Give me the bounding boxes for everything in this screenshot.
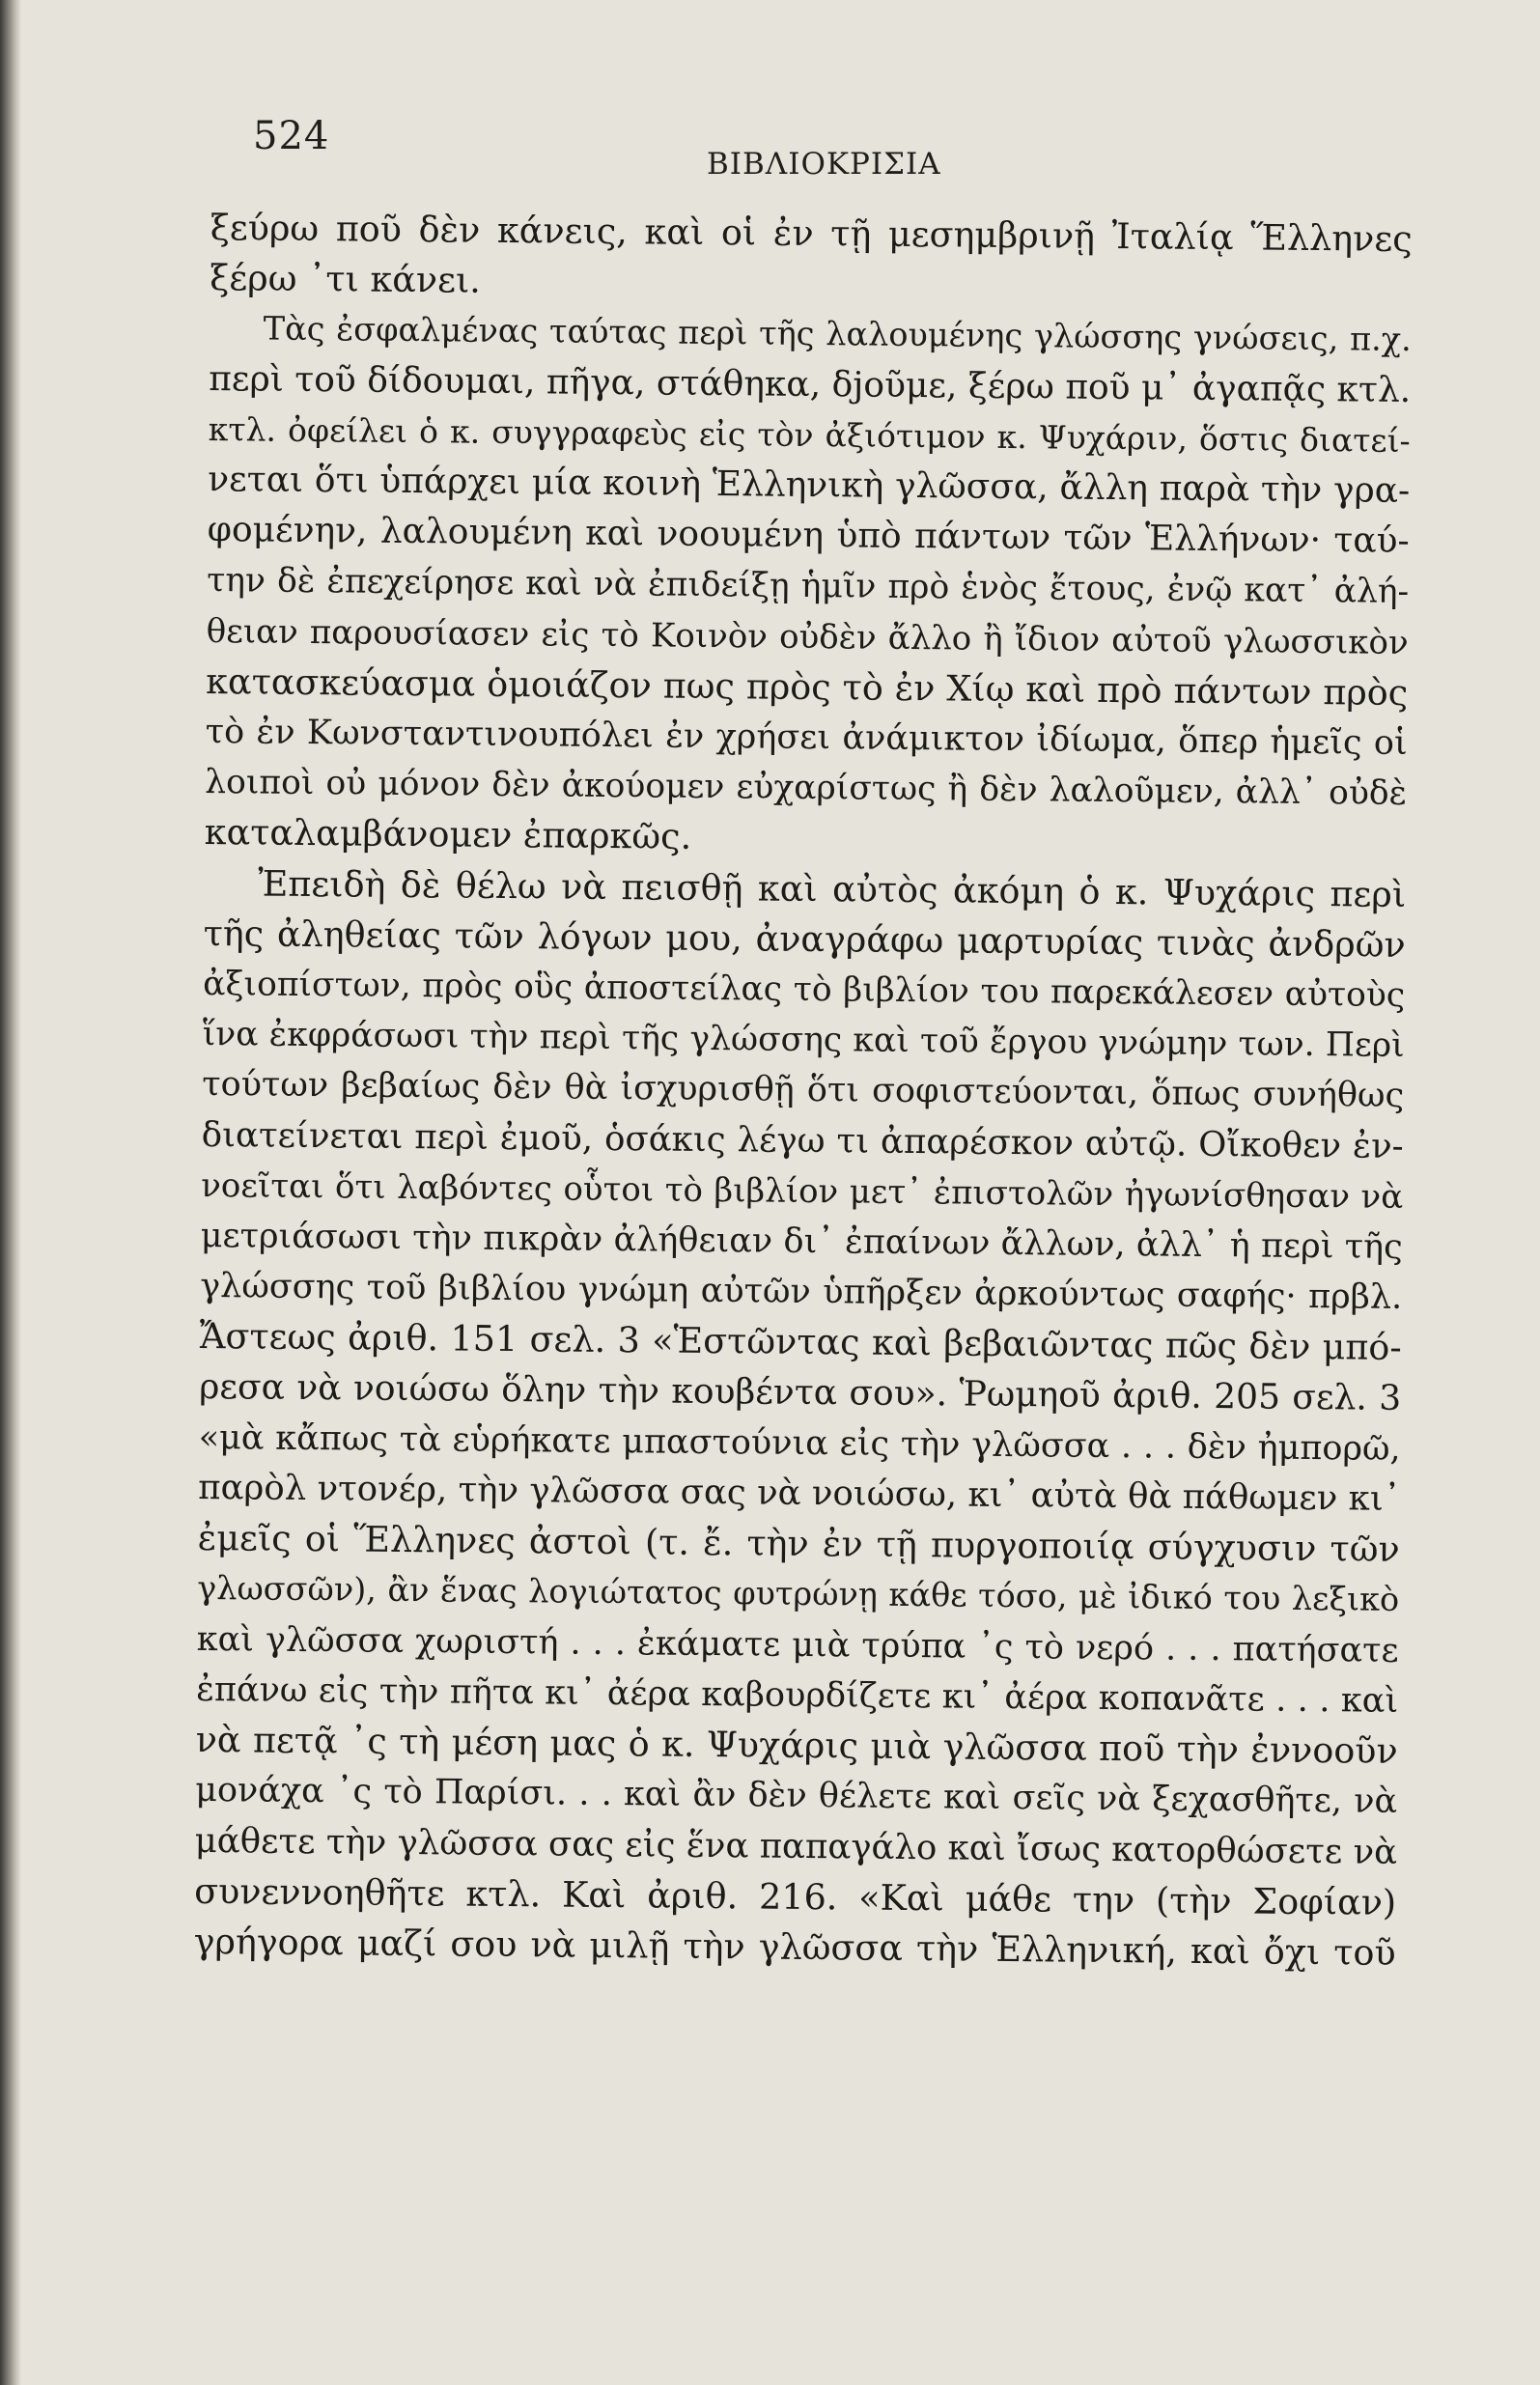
text-line: ἀξιοπίστων, πρὸς οὓς ἀποστείλας τὸ βιβλίον του παρεκάλεσεν αὐτοὺς: [203, 965, 1406, 1015]
text-line: συνεννοηθῆτε κτλ. Καὶ ἀριθ. 216. «Καὶ μάθε την (τὴν Σοφίαν): [194, 1869, 1397, 1923]
running-head: ΒΙΒΛΙΟΚΡΙΣΙΑ: [707, 147, 941, 182]
text-line: νεται ὅτι ὑπάρχει μία κοινὴ Ἑλληνικὴ γλῶσσα, ἄλλη παρὰ τὴν γρα-: [208, 460, 1411, 511]
text-line: γρήγορα μαζί σου νὰ μιλῇ τὴν γλῶσσα τὴν Ἑλληνική, καὶ ὄχι τοῦ: [193, 1920, 1396, 1974]
text-line: «μὰ κἄπως τὰ εὑρήκατε μπαστούνια εἰς τὴν γλῶσσα . . . δὲν ἠμπορῶ,: [198, 1417, 1401, 1469]
text-line: φομένην, λαλουμένη καὶ νοουμένη ὑπὸ πάντων τῶν Ἑλλήνων· ταύ-: [207, 510, 1410, 562]
text-line: ἐμεῖς οἱ Ἕλληνες ἀστοὶ (τ. ἔ. τὴν ἐν τῇ πυργοποιίᾳ σύγχυσιν τῶν: [197, 1517, 1400, 1571]
text-line: περὶ τοῦ δίδουμαι, πῆγα, στάθηκα, δjοῦμε, ξέρω ποῦ μ᾽ ἀγαπᾷς κτλ.: [209, 358, 1412, 410]
text-line: ξέρω ᾽τι κάνει.: [210, 257, 482, 301]
text-line: ρεσα νὰ νοιώσω ὅλην τὴν κουβέντα σου». Ῥωμηοῦ ἀριθ. 205 σελ. 3: [199, 1366, 1402, 1418]
text-line: τῆς ἀληθείας τῶν λόγων μου, ἀναγράφω μαρτυρίας τινὰς ἀνδρῶν: [203, 912, 1406, 966]
text-line: λοιποὶ οὐ μόνον δὲν ἀκούομεν εὐχαρίστως ἢ δὲν λαλοῦμεν, ἀλλ᾽ οὐδὲ: [205, 763, 1408, 814]
text-line: τὸ ἐν Κωνσταντινουπόλει ἐν χρήσει ἀνάμικτον ἰδίωμα, ὅπερ ἡμεῖς οἱ: [205, 713, 1408, 763]
page-binding-shadow: [0, 0, 21, 2385]
text-line: την δὲ ἐπεχείρησε καὶ νὰ ἐπιδείξῃ ἡμῖν πρὸ ἑνὸς ἔτους, ἐνῷ κατ᾽ ἀλή-: [207, 561, 1410, 612]
text-line: ξεύρω ποῦ δὲν κάνεις, καὶ οἱ ἐν τῇ μεσημβρινῇ Ἰταλίᾳ Ἕλληνες: [210, 206, 1413, 260]
text-line: μετριάσωσι τὴν πικρὰν ἀλήθειαν δι᾽ ἐπαίνων ἄλλων, ἀλλ᾽ ἡ περὶ τῆς: [200, 1217, 1403, 1267]
body-text: [193, 203, 1412, 1978]
text-line: γλώσσης τοῦ βιβλίου γνώμη αὐτῶν ὑπῆρξεν ἀρκούντως σαφής· πρβλ.: [200, 1267, 1403, 1318]
text-line: θειαν παρουσίασεν εἰς τὸ Κοινὸν οὐδὲν ἄλλο ἢ ἴδιον αὐτοῦ γλωσσικὸν: [206, 611, 1409, 662]
page-number: 524: [253, 114, 330, 158]
text-line: γλωσσῶν), ἂν ἕνας λογιώτατος φυτρώνῃ κάθε τόσο, μὲ ἰδικό του λεξικὸ: [197, 1569, 1400, 1619]
text-line: νοεῖται ὅτι λαβόντες οὗτοι τὸ βιβλίον μετ᾽ ἐπιστολῶν ἠγωνίσθησαν νὰ: [201, 1165, 1404, 1217]
page-header: [253, 114, 1424, 182]
text-line: διατείνεται περὶ ἐμοῦ, ὁσάκις λέγω τι ἀπαρέσκον αὐτῷ. Οἴκοθεν ἐν-: [201, 1114, 1404, 1166]
text-line: ἐπάνω εἰς τὴν πῆτα κι᾽ ἀέρα καβουρδίζετε κι᾽ ἀέρα κοπανᾶτε . . . καὶ: [196, 1670, 1399, 1721]
text-line: καταλαμβάνομεν ἐπαρκῶς.: [204, 811, 692, 858]
text-line: τούτων βεβαίως δὲν θὰ ἰσχυρισθῇ ὅτι σοφιστεύονται, ὅπως συνήθως: [202, 1065, 1405, 1116]
text-line: μάθετε τὴν γλῶσσα σας εἰς ἕνα παπαγάλο καὶ ἴσως κατορθώσετε νὰ: [194, 1820, 1398, 1872]
text-line: κτλ. ὀφείλει ὁ κ. συγγραφεὺς εἰς τὸν ἀξιότιμον κ. Ψυχάριν, ὅστις διατεί-: [208, 409, 1411, 460]
text-line: νὰ πετᾷ ᾽ς τὴ μέση μας ὁ κ. Ψυχάρις μιὰ γλῶσσα ποῦ τὴν ἐννοοῦν: [195, 1719, 1398, 1772]
text-line: κατασκεύασμα ὁμοιάζον πως πρὸς τὸ ἐν Χίῳ καὶ πρὸ πάντων πρὸς: [206, 659, 1409, 714]
text-line: ἵνα ἐκφράσωσι τὴν περὶ τῆς γλώσσης καὶ τοῦ ἔργου γνώμην των. Περὶ: [202, 1015, 1405, 1066]
text-line: παρὸλ ντονέρ, τὴν γλῶσσα σας νὰ νοιώσω, κι᾽ αὐτὰ θὰ πάθωμεν κι᾽: [198, 1468, 1401, 1519]
text-line: Ἄστεως ἀριθ. 151 σελ. 3 «Ἑστῶντας καὶ βεβαιῶντας πῶς δὲν μπό-: [199, 1315, 1402, 1369]
text-line: Τὰς ἐσφαλμένας ταύτας περὶ τῆς λαλουμένης γλώσσης γνώσεις, π.χ.: [263, 309, 1412, 359]
text-line: Ἐπειδὴ δὲ θέλω νὰ πεισθῇ καὶ αὐτὸς ἀκόμη ὁ κ. Ψυχάρις περὶ: [258, 862, 1407, 915]
text-line: μονάχα ᾽ς τὸ Παρίσι. . . καὶ ἂν δὲν θέλετε καὶ σεῖς νὰ ξεχασθῆτε, νὰ: [195, 1771, 1398, 1822]
text-line: καὶ γλῶσσα χωριστή . . . ἐκάματε μιὰ τρύπα ᾽ς τὸ νερό . . . πατήσατε: [196, 1619, 1399, 1670]
